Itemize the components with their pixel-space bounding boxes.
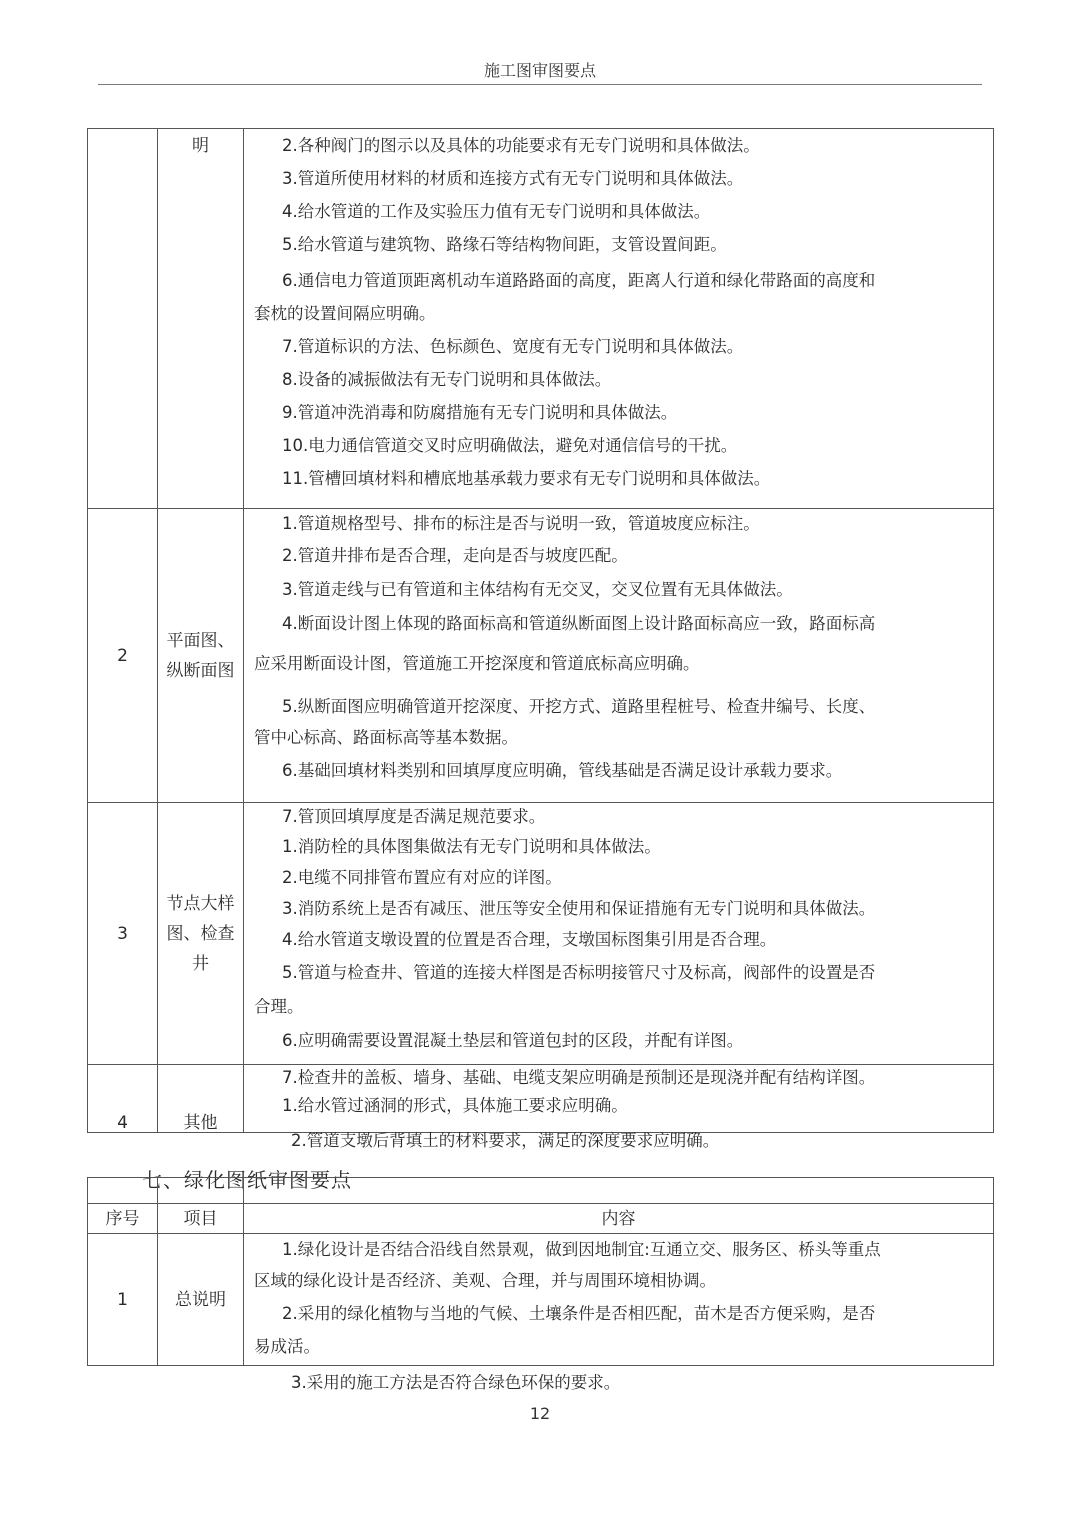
content-line: 应采用断面设计图，管道施工开挖深度和管道底标高应明确。 [254,654,700,673]
content-line: 易成活。 [254,1337,320,1356]
content-line: 4.给水管道的工作及实验压力值有无专门说明和具体做法。 [282,202,711,221]
table-header-row [88,1204,994,1234]
content-line: 5.给水管道与建筑物、路缘石等结构物间距，支管设置间距。 [282,235,727,254]
header-item: 项目 [158,1204,244,1234]
row-number-cell [88,129,158,509]
content-line: 6.应明确需要设置混凝土垫层和管道包封的区段，并配有详图。 [282,1031,744,1050]
content-line: 7.管顶回填厚度是否满足规范要求。 [282,807,546,826]
content-line: 管中心标高、路面标高等基本数据。 [254,728,518,747]
page-number: 12 [529,1404,551,1423]
table-row [88,1234,994,1366]
row-item-label: 平面图、纵断面图 [166,630,235,681]
content-line: 3.消防系统上是否有减压、泄压等安全使用和保证措施有无专门说明和具体做法。 [282,899,876,918]
row-number-cell: 3 [88,803,158,1065]
content-line: 5.纵断面图应明确管道开挖深度、开挖方式、道路里程桩号、检查井编号、长度、 [282,697,876,716]
header-content: 内容 [244,1204,994,1234]
greening-review-table [87,1177,994,1366]
row-item-cell [158,509,244,803]
row-number-cell: 1 [88,1234,158,1366]
content-line: 4.断面设计图上体现的路面标高和管道纵断面图上设计路面标高应一致，路面标高 [282,614,876,633]
row-item-label: 明 [192,136,209,156]
row-content-cell [244,803,994,1065]
content-line: 4.给水管道支墩设置的位置是否合理，支墩国标图集引用是否合理。 [282,930,777,949]
row-content-cell [244,1234,994,1366]
content-line: 2.电缆不同排管布置应有对应的详图。 [282,868,562,887]
table-row [88,509,994,803]
row-number-cell [88,1065,158,1133]
content-line: 6.基础回填材料类别和回填厚度应明确，管线基础是否满足设计承载力要求。 [282,761,843,780]
empty-cell [88,1178,158,1204]
row-item-cell [158,1065,244,1133]
row-item-cell [158,803,244,1065]
row-item-label: 节点大样图、检查井 [166,893,235,974]
content-line: 2.管道井排布是否合理，走向是否与坡度匹配。 [282,546,628,565]
header-rule [98,84,982,85]
content-line: 套枕的设置间隔应明确。 [254,304,436,323]
content-line: 7.检查井的盖板、墙身、基础、电缆支架应明确是预制还是现浇并配有结构详图。 [282,1068,876,1087]
content-line: 6.通信电力管道顶距离机动车道路路面的高度，距离人行道和绿化带路面的高度和 [282,271,876,290]
content-line: 7.管道标识的方法、色标颜色、宽度有无专门说明和具体做法。 [282,337,744,356]
content-line: 8.设备的减振做法有无专门说明和具体做法。 [282,370,612,389]
table-row [88,129,994,509]
overflow-content-line: 2.管道支墩后背填土的材料要求，满足的深度要求应明确。 [291,1131,720,1150]
table-header-row [88,1178,994,1204]
content-line: 3.管道所使用材料的材质和连接方式有无专门说明和具体做法。 [282,169,744,188]
running-header-title: 施工图审图要点 [483,61,596,80]
content-line: 区域的绿化设计是否经济、美观、合理，并与周围环境相协调。 [254,1271,716,1290]
row-item-label: 其他 [183,1113,218,1133]
header-num: 序号 [88,1204,158,1234]
content-line: 1.消防栓的具体图集做法有无专门说明和具体做法。 [282,837,661,856]
row-number-label: 4 [117,1113,128,1133]
content-line: 5.管道与检查井、管道的连接大样图是否标明接管尺寸及标高，阀部件的设置是否 [282,963,876,982]
row-number-cell: 2 [88,509,158,803]
section-heading: 七、绿化图纸审图要点 [142,1168,352,1192]
overflow-content-line: 3.采用的施工方法是否符合绿色环保的要求。 [291,1373,621,1392]
empty-cell [244,1178,994,1204]
table-row [88,803,994,1065]
row-content-cell [244,1065,994,1133]
content-line: 1.管道规格型号、排布的标注是否与说明一致，管道坡度应标注。 [282,514,760,533]
row-content-cell [244,129,994,509]
row-content-cell [244,509,994,803]
empty-cell [158,1178,244,1204]
content-line: 10.电力通信管道交叉时应明确做法，避免对通信信号的干扰。 [282,436,738,455]
row-item-cell [158,129,244,509]
content-line: 11.管槽回填材料和槽底地基承载力要求有无专门说明和具体做法。 [282,469,771,488]
review-table [87,128,994,1133]
content-line: 1.绿化设计是否结合沿线自然景观，做到因地制宜:互通立交、服务区、桥头等重点 [282,1240,881,1259]
content-line: 1.给水管过涵洞的形式，具体施工要求应明确。 [282,1096,628,1115]
content-line: 2.采用的绿化植物与当地的气候、土壤条件是否相匹配，苗木是否方便采购，是否 [282,1304,876,1323]
table-row [88,1065,994,1133]
content-line: 9.管道冲洗消毒和防腐措施有无专门说明和具体做法。 [282,403,678,422]
content-line: 合理。 [254,997,304,1016]
content-line: 2.各种阀门的图示以及具体的功能要求有无专门说明和具体做法。 [282,136,760,155]
content-line: 3.管道走线与已有管道和主体结构有无交叉，交叉位置有无具体做法。 [282,580,793,599]
row-item-cell: 总说明 [158,1234,244,1366]
